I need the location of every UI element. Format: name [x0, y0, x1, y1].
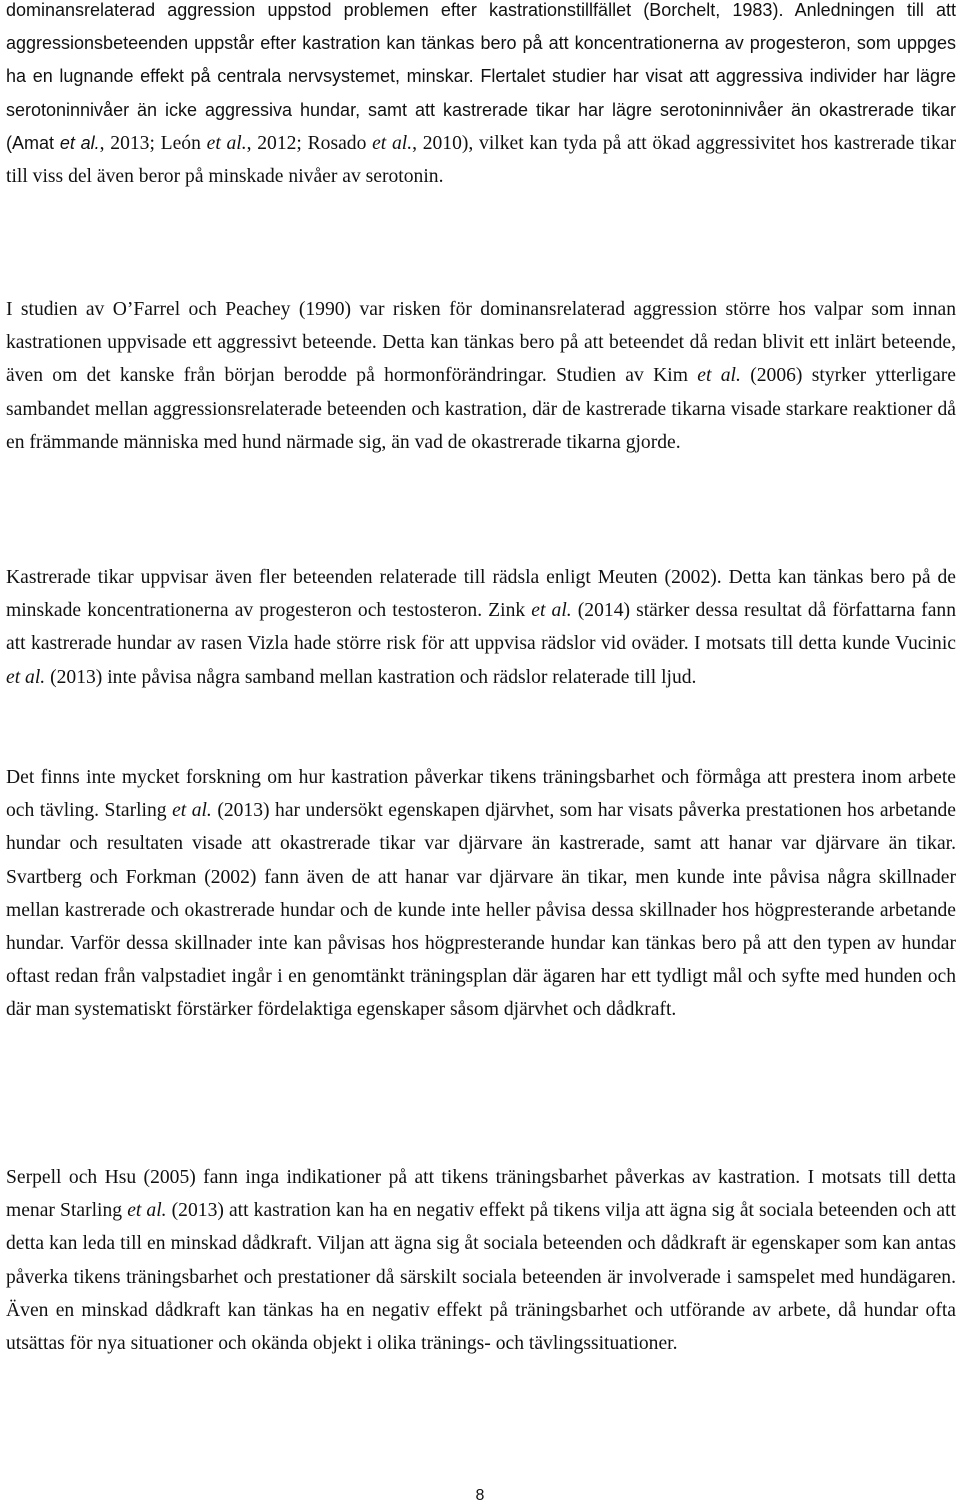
paragraph [6, 293, 956, 459]
citation-et-al: et al. [127, 1200, 167, 1222]
paragraph-text: (2013) har undersökt egenskapen djärvhet, som har visats påverka prestationen hos arbetande hundar och resultaten visade att okastrerade tikar var djärvare än kastrerade, samt att hanar var djärvare än tikar. Svartberg och Forkman (2002) fann även de att hanar var djärvare än tikar, men kunde inte påvisa några skillnader mellan kastrerade och okastrerade hundar och de kunde inte heller påvisa dessa skillnader hos högpresterande arbetande hundar. Varför dessa skillnader inte kan påvisas hos högpresterande hundar kan tänkas bero på att den typen av hundar oftast redan från valpstadiet ingår i en genomtänkt träningsplan där ägaren har ett tydligt mål och syfte med hunden och där man systematiskt förstärker fördelaktiga egenskaper såsom djärvhet och dådkraft. [6, 800, 956, 1021]
paragraph-text: (2006) styrker ytterligare sambandet mellan aggressionsrelaterade beteenden och kastration, där de kastrerade tikarna visade starkare reaktioner då en främmande människa med hund närmade sig, än vad de okastrerade tikarna gjorde. [6, 365, 956, 453]
paragraph-text: , 2013; León [99, 132, 207, 154]
citation-et-al: et al. [531, 600, 572, 622]
paragraph-text: (2013) inte påvisa några samband mellan kastration och rädslor relaterade till ljud. [45, 666, 697, 688]
page-number: 8 [475, 1487, 485, 1504]
citation-et-al: et al. [172, 800, 212, 822]
paragraph-text: Flertalet studier har visat att aggressiva individer har lägre serotoninnivåer än icke aggressiva hundar, samt att kastrerade tikar har lägre serotoninnivåer än okastrerade tikar (Amat [6, 66, 956, 153]
paragraph-text: Serpell och Hsu (2005) fann inga indikationer på att tikens träningsbarhet påverkas av kastration. I motsats till detta menar Starling [6, 1167, 956, 1222]
paragraph-text: (2014) stärker dessa resultat då författarna fann att kastrerade hundar av rasen Vizla hade större risk för att uppvisa rädslor vid oväder. I motsats till detta kunde Vucinic [6, 600, 956, 655]
citation-et-al: et al. [697, 365, 741, 387]
citation-et-al: et al. [59, 132, 100, 153]
paragraph-text: Kastrerade tikar uppvisar även fler beteenden relaterade till rädsla enligt Meuten (2002). Detta kan tänkas bero på de minskade koncentrationerna av progesteron och testosteron. Zink [6, 567, 956, 622]
citation-et-al: et al. [372, 132, 413, 154]
citation-et-al: et al. [206, 132, 247, 154]
paragraph [6, 0, 956, 193]
paragraph-text: I studien av O’Farrel och Peachey (1990) var risken för dominansrelaterad aggression större hos valpar som innan kastrationen uppvisade ett aggressivt beteende. Detta kan tänkas bero på att beteendet då redan blivit ett inlärt beteende, även om det kanske från början berodde på hormonförändringar. Studien av Kim [6, 299, 956, 387]
citation-et-al: et al. [6, 666, 46, 688]
paragraph [6, 561, 956, 694]
paragraph-text: dominansrelaterad aggression uppstod problemen efter kastrationstillfället (Borchelt, 1983). Anledningen till att aggressionsbeteenden uppstår efter kastration kan tänkas bero på att koncentrationerna av progesteron, som uppges ha en lugnande effekt på centrala nervsystemet, minskar. [6, 0, 956, 87]
paragraph-text: , 2010), vilket kan tyda på att ökad aggressivitet hos kastrerade tikar till viss del även beror på minskade nivåer av serotonin. [6, 132, 956, 188]
paragraph [6, 1161, 956, 1360]
paragraph-text: (2013) att kastration kan ha en negativ effekt på tikens vilja att ägna sig åt sociala beteenden och att detta kan leda till en minskad dådkraft. Viljan att ägna sig åt sociala beteenden och dådkraft är egenskaper som kan antas påverka tikens träningsbarhet och prestationer då särskilt sociala beteenden är involverade i samspelet med hundägaren. Även en minskad dådkraft kan tänkas ha en negativ effekt på träningsbarhet och utförande av arbete, då hundar ofta utsättas för nya situationer och okända objekt i olika tränings- och tävlingssituationer. [6, 1200, 957, 1355]
paragraph-text: Det finns inte mycket forskning om hur kastration påverkar tikens träningsbarhet och förmåga att prestera inom arbete och tävling. Starling [6, 767, 956, 822]
paragraph-text: , 2012; Rosado [246, 132, 373, 154]
paragraph [6, 761, 956, 1027]
